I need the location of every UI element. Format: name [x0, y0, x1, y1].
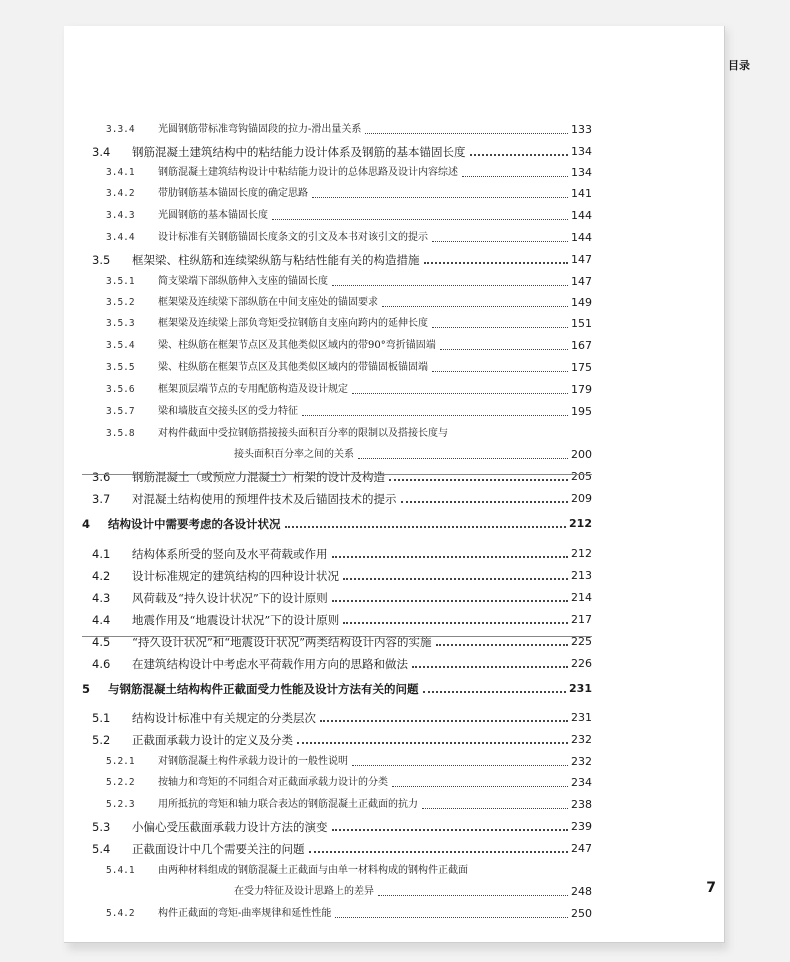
toc-entry-page: 232 [571, 755, 592, 768]
toc-entry-number: 3.5 [92, 253, 111, 267]
toc-entry-number: 3.5.7 [106, 406, 135, 417]
toc-entry[interactable] [82, 628, 592, 650]
toc-entry-number: 3.5.6 [106, 384, 135, 395]
toc-entry-number: 5.2.1 [106, 756, 135, 767]
dot-leader [378, 894, 568, 896]
toc-entry[interactable] [82, 441, 592, 463]
dot-leader [320, 719, 568, 722]
toc-entry[interactable] [82, 900, 592, 922]
toc-entry-page: 141 [571, 187, 592, 200]
dot-leader [389, 478, 568, 481]
toc-entry[interactable] [82, 354, 592, 376]
dot-leader [382, 305, 568, 307]
dot-leader [302, 414, 568, 416]
toc-entry-title: 梁和墙肢直交接头区的受力特征 [158, 406, 298, 417]
dot-leader [440, 348, 568, 350]
toc-entry-page: 234 [571, 776, 592, 789]
toc-entry-number: 3.6 [92, 470, 111, 484]
toc-entry-page: 175 [571, 361, 592, 374]
toc-entry-page: 248 [571, 885, 592, 898]
dot-leader [332, 555, 569, 558]
toc-entry-page: 151 [571, 317, 592, 330]
toc-entry-title: 对构件截面中受拉钢筋搭接接头面积百分率的限制以及搭接长度与 [158, 428, 448, 439]
dot-leader [312, 196, 568, 198]
dot-leader [423, 690, 567, 693]
toc-entry[interactable] [82, 878, 592, 900]
toc-entry-title: 钢筋混凝土建筑结构设计中粘结能力设计的总体思路及设计内容综述 [158, 167, 458, 178]
toc-entry-page: 144 [571, 209, 592, 222]
dot-leader [432, 370, 568, 372]
toc-entry[interactable] [82, 202, 592, 224]
toc-entry-page: 231 [569, 682, 592, 695]
toc-entry-page: 213 [571, 569, 592, 582]
toc-entry[interactable] [82, 769, 592, 791]
toc-entry[interactable] [82, 332, 592, 354]
dot-leader [332, 599, 568, 602]
toc-entry-page: 144 [571, 231, 592, 244]
dot-leader [352, 392, 568, 394]
toc-entry[interactable] [82, 675, 592, 697]
toc-entry[interactable] [82, 398, 592, 420]
toc-entry[interactable] [82, 310, 592, 332]
toc-entry-title: 设计标准有关钢筋锚固长度条文的引文及本书对该引文的提示 [158, 232, 428, 243]
toc-entry-number: 3.5.1 [106, 276, 135, 287]
dot-leader [424, 261, 569, 264]
dot-leader [436, 643, 568, 646]
section-divider [82, 474, 592, 475]
toc-entry-page: 147 [571, 253, 592, 266]
toc-entry-page: 232 [571, 733, 592, 746]
toc-entry-number: 5.4.2 [106, 908, 135, 919]
dot-leader [432, 240, 568, 242]
toc-entry-title: 光圆钢筋带标准弯钩锚固段的拉力-滑出量关系 [158, 124, 362, 135]
toc-entry-title: 梁、柱纵筋在框架节点区及其他类似区域内的带90°弯折锚固端 [158, 340, 436, 351]
toc-entry[interactable] [82, 813, 592, 835]
toc-entry-title: 在建筑结构设计中考虑水平荷载作用方向的思路和做法 [132, 657, 408, 671]
toc-entry-page: 200 [571, 448, 592, 461]
toc-entry-page: 250 [571, 907, 592, 920]
toc-entry-title: 框架梁及连续梁下部纵筋在中间支座处的锚固要求 [158, 297, 378, 308]
toc-entry-number: 5 [82, 682, 91, 696]
toc-entry[interactable] [82, 289, 592, 311]
toc-entry[interactable] [82, 748, 592, 770]
toc-entry-title: 钢筋混凝土建筑结构中的粘结能力设计体系及钢筋的基本锚固长度 [132, 145, 466, 159]
toc-entry[interactable] [82, 704, 592, 726]
dot-leader [309, 850, 569, 853]
toc-entry[interactable] [82, 540, 592, 562]
toc-entry[interactable] [82, 485, 592, 507]
toc-entry-title: 构件正截面的弯矩-曲率规律和延性性能 [158, 908, 332, 919]
toc-entry[interactable] [82, 791, 592, 813]
toc-entry-number: 3.5.3 [106, 318, 135, 329]
toc-entry-page: 179 [571, 383, 592, 396]
toc-entry-number: 3.4.2 [106, 188, 135, 199]
dot-leader [343, 577, 568, 580]
toc-entry-title: 对钢筋混凝土构件承载力设计的一般性说明 [158, 756, 348, 767]
toc-entry-title: 按轴力和弯矩的不同组合对正截面承载力设计的分类 [158, 777, 388, 788]
toc-entry[interactable] [82, 159, 592, 181]
toc-entry-title: 接头面积百分率之间的关系 [234, 449, 354, 460]
dot-leader [332, 828, 569, 831]
dot-leader [401, 500, 569, 503]
dot-leader [343, 621, 568, 624]
toc-entry[interactable] [82, 857, 592, 879]
toc-entry-number: 4.3 [92, 591, 111, 605]
toc-entry-number: 5.4.1 [106, 865, 135, 876]
toc-entry-number: 3.3.4 [106, 124, 135, 135]
running-header: 目录 [728, 59, 750, 72]
dot-leader [332, 284, 568, 286]
toc-entry-title: 正截面承载力设计的定义及分类 [132, 733, 293, 747]
toc-entry[interactable] [82, 650, 592, 672]
toc-entry-page: 214 [571, 591, 592, 604]
toc-entry-number: 5.4 [92, 842, 111, 856]
toc-entry-title: 框架顶层端节点的专用配筋构造及设计规定 [158, 384, 348, 395]
toc-entry-number: 5.1 [92, 711, 111, 725]
dot-leader [392, 785, 568, 787]
toc-entry-title: 由两种材料组成的钢筋混凝土正截面与由单一材料构成的钢构件正截面 [158, 865, 468, 876]
dot-leader [352, 764, 568, 766]
toc-entry-number: 3.5.4 [106, 340, 135, 351]
toc-entry-number: 5.2 [92, 733, 111, 747]
dot-leader [358, 457, 568, 459]
toc-entry[interactable] [82, 510, 592, 532]
dot-leader [422, 807, 568, 809]
toc-entry-page: 247 [571, 842, 592, 855]
toc-entry-title: 梁、柱纵筋在框架节点区及其他类似区域内的带锚固板锚固端 [158, 362, 428, 373]
toc-entry[interactable] [82, 116, 592, 138]
dot-leader [462, 175, 568, 177]
toc-entry[interactable] [82, 246, 592, 268]
toc-entry-number: 3.5.5 [106, 362, 135, 373]
toc-entry-title: 钢筋混凝土（或预应力混凝土）桁架的设计及构造 [132, 470, 385, 484]
toc-entry-title: 光圆钢筋的基本锚固长度 [158, 210, 268, 221]
toc-entry-number: 4.5 [92, 635, 111, 649]
toc-entry-title: 结构设计标准中有关规定的分类层次 [132, 711, 316, 725]
toc-entry-number: 3.5.8 [106, 428, 135, 439]
toc-entry-page: 134 [571, 145, 592, 158]
toc-entry-title: 风荷载及“持久设计状况”下的设计原则 [132, 591, 328, 605]
toc-entry[interactable] [82, 562, 592, 584]
toc-entry[interactable] [82, 835, 592, 857]
toc-entry-page: 133 [571, 123, 592, 136]
dot-leader [432, 326, 568, 328]
toc-entry-title: 与钢筋混凝土结构构件正截面受力性能及设计方法有关的问题 [108, 682, 419, 696]
toc-entry-page: 209 [571, 492, 592, 505]
toc-entry-title: 框架梁、柱纵筋和连续梁纵筋与粘结性能有关的构造措施 [132, 253, 420, 267]
toc-entry-page: 149 [571, 296, 592, 309]
toc-entry-title: 地震作用及“地震设计状况”下的设计原则 [132, 613, 340, 627]
toc-entry-title: 对混凝土结构使用的预埋件技术及后锚固技术的提示 [132, 492, 397, 506]
toc-entry-number: 3.5.2 [106, 297, 135, 308]
toc-entry-page: 231 [571, 711, 592, 724]
toc-entry-title: 框架梁及连续梁上部负弯矩受拉钢筋自支座向跨内的延伸长度 [158, 318, 428, 329]
toc-entry-page: 147 [571, 275, 592, 288]
toc-entry-page: 167 [571, 339, 592, 352]
dot-leader [297, 741, 568, 744]
toc-entry-number: 4.6 [92, 657, 111, 671]
toc-entry-title: 小偏心受压截面承载力设计方法的演变 [132, 820, 328, 834]
toc-entry[interactable] [82, 180, 592, 202]
toc-entry-title: “持久设计状况”和“地震设计状况”两类结构设计内容的实施 [132, 635, 432, 649]
toc-entry-title: 正截面设计中几个需要关注的问题 [132, 842, 305, 856]
toc-entry-number: 4.4 [92, 613, 111, 627]
toc-entry-page: 212 [569, 517, 592, 530]
toc-entry[interactable] [82, 726, 592, 748]
section-divider [82, 636, 592, 637]
toc-entry-number: 3.4 [92, 145, 111, 159]
toc-entry-title: 在受力特征及设计思路上的差异 [234, 886, 374, 897]
toc-entry[interactable] [82, 224, 592, 246]
toc-entry-page: 217 [571, 613, 592, 626]
dot-leader [412, 665, 568, 668]
toc-entry-title: 结构设计中需要考虑的各设计状况 [108, 517, 281, 531]
toc-entry-number: 3.4.1 [106, 167, 135, 178]
toc-entry-page: 225 [571, 635, 592, 648]
toc-entry-number: 5.3 [92, 820, 111, 834]
toc-entry[interactable] [82, 606, 592, 628]
toc-entry-page: 205 [571, 470, 592, 483]
toc-entry[interactable] [82, 420, 592, 442]
toc-entry-number: 4 [82, 517, 91, 531]
toc-entry-number: 5.2.3 [106, 799, 135, 810]
toc-entry-number: 5.2.2 [106, 777, 135, 788]
toc-entry-number: 3.4.4 [106, 232, 135, 243]
toc-entry-page: 195 [571, 405, 592, 418]
toc-entry[interactable] [82, 376, 592, 398]
toc-entry-page: 239 [571, 820, 592, 833]
toc-entry-title: 设计标准规定的建筑结构的四种设计状况 [132, 569, 339, 583]
toc-entry-number: 3.4.3 [106, 210, 135, 221]
toc-entry-number: 4.1 [92, 547, 111, 561]
toc-entry-page: 134 [571, 166, 592, 179]
dot-leader [335, 916, 568, 918]
toc-entry-page: 226 [571, 657, 592, 670]
page-number: 7 [706, 880, 716, 896]
toc-entry-page: 212 [571, 547, 592, 560]
toc-entry-title: 带肋钢筋基本锚固长度的确定思路 [158, 188, 308, 199]
toc-entry[interactable] [82, 268, 592, 290]
toc-entry-number: 3.7 [92, 492, 111, 506]
dot-leader [272, 218, 568, 220]
toc-entry-title: 简支梁端下部纵筋伸入支座的锚固长度 [158, 276, 328, 287]
dot-leader [285, 525, 567, 528]
toc-entry-page: 238 [571, 798, 592, 811]
dot-leader [365, 132, 568, 134]
toc-entry-title: 结构体系所受的竖向及水平荷载或作用 [132, 547, 328, 561]
toc-entry[interactable] [82, 584, 592, 606]
toc-entry[interactable] [82, 138, 592, 160]
toc-entry-number: 4.2 [92, 569, 111, 583]
dot-leader [470, 153, 569, 156]
toc-entry-title: 用所抵抗的弯矩和轴力联合表达的钢筋混凝土正截面的抗力 [158, 799, 418, 810]
